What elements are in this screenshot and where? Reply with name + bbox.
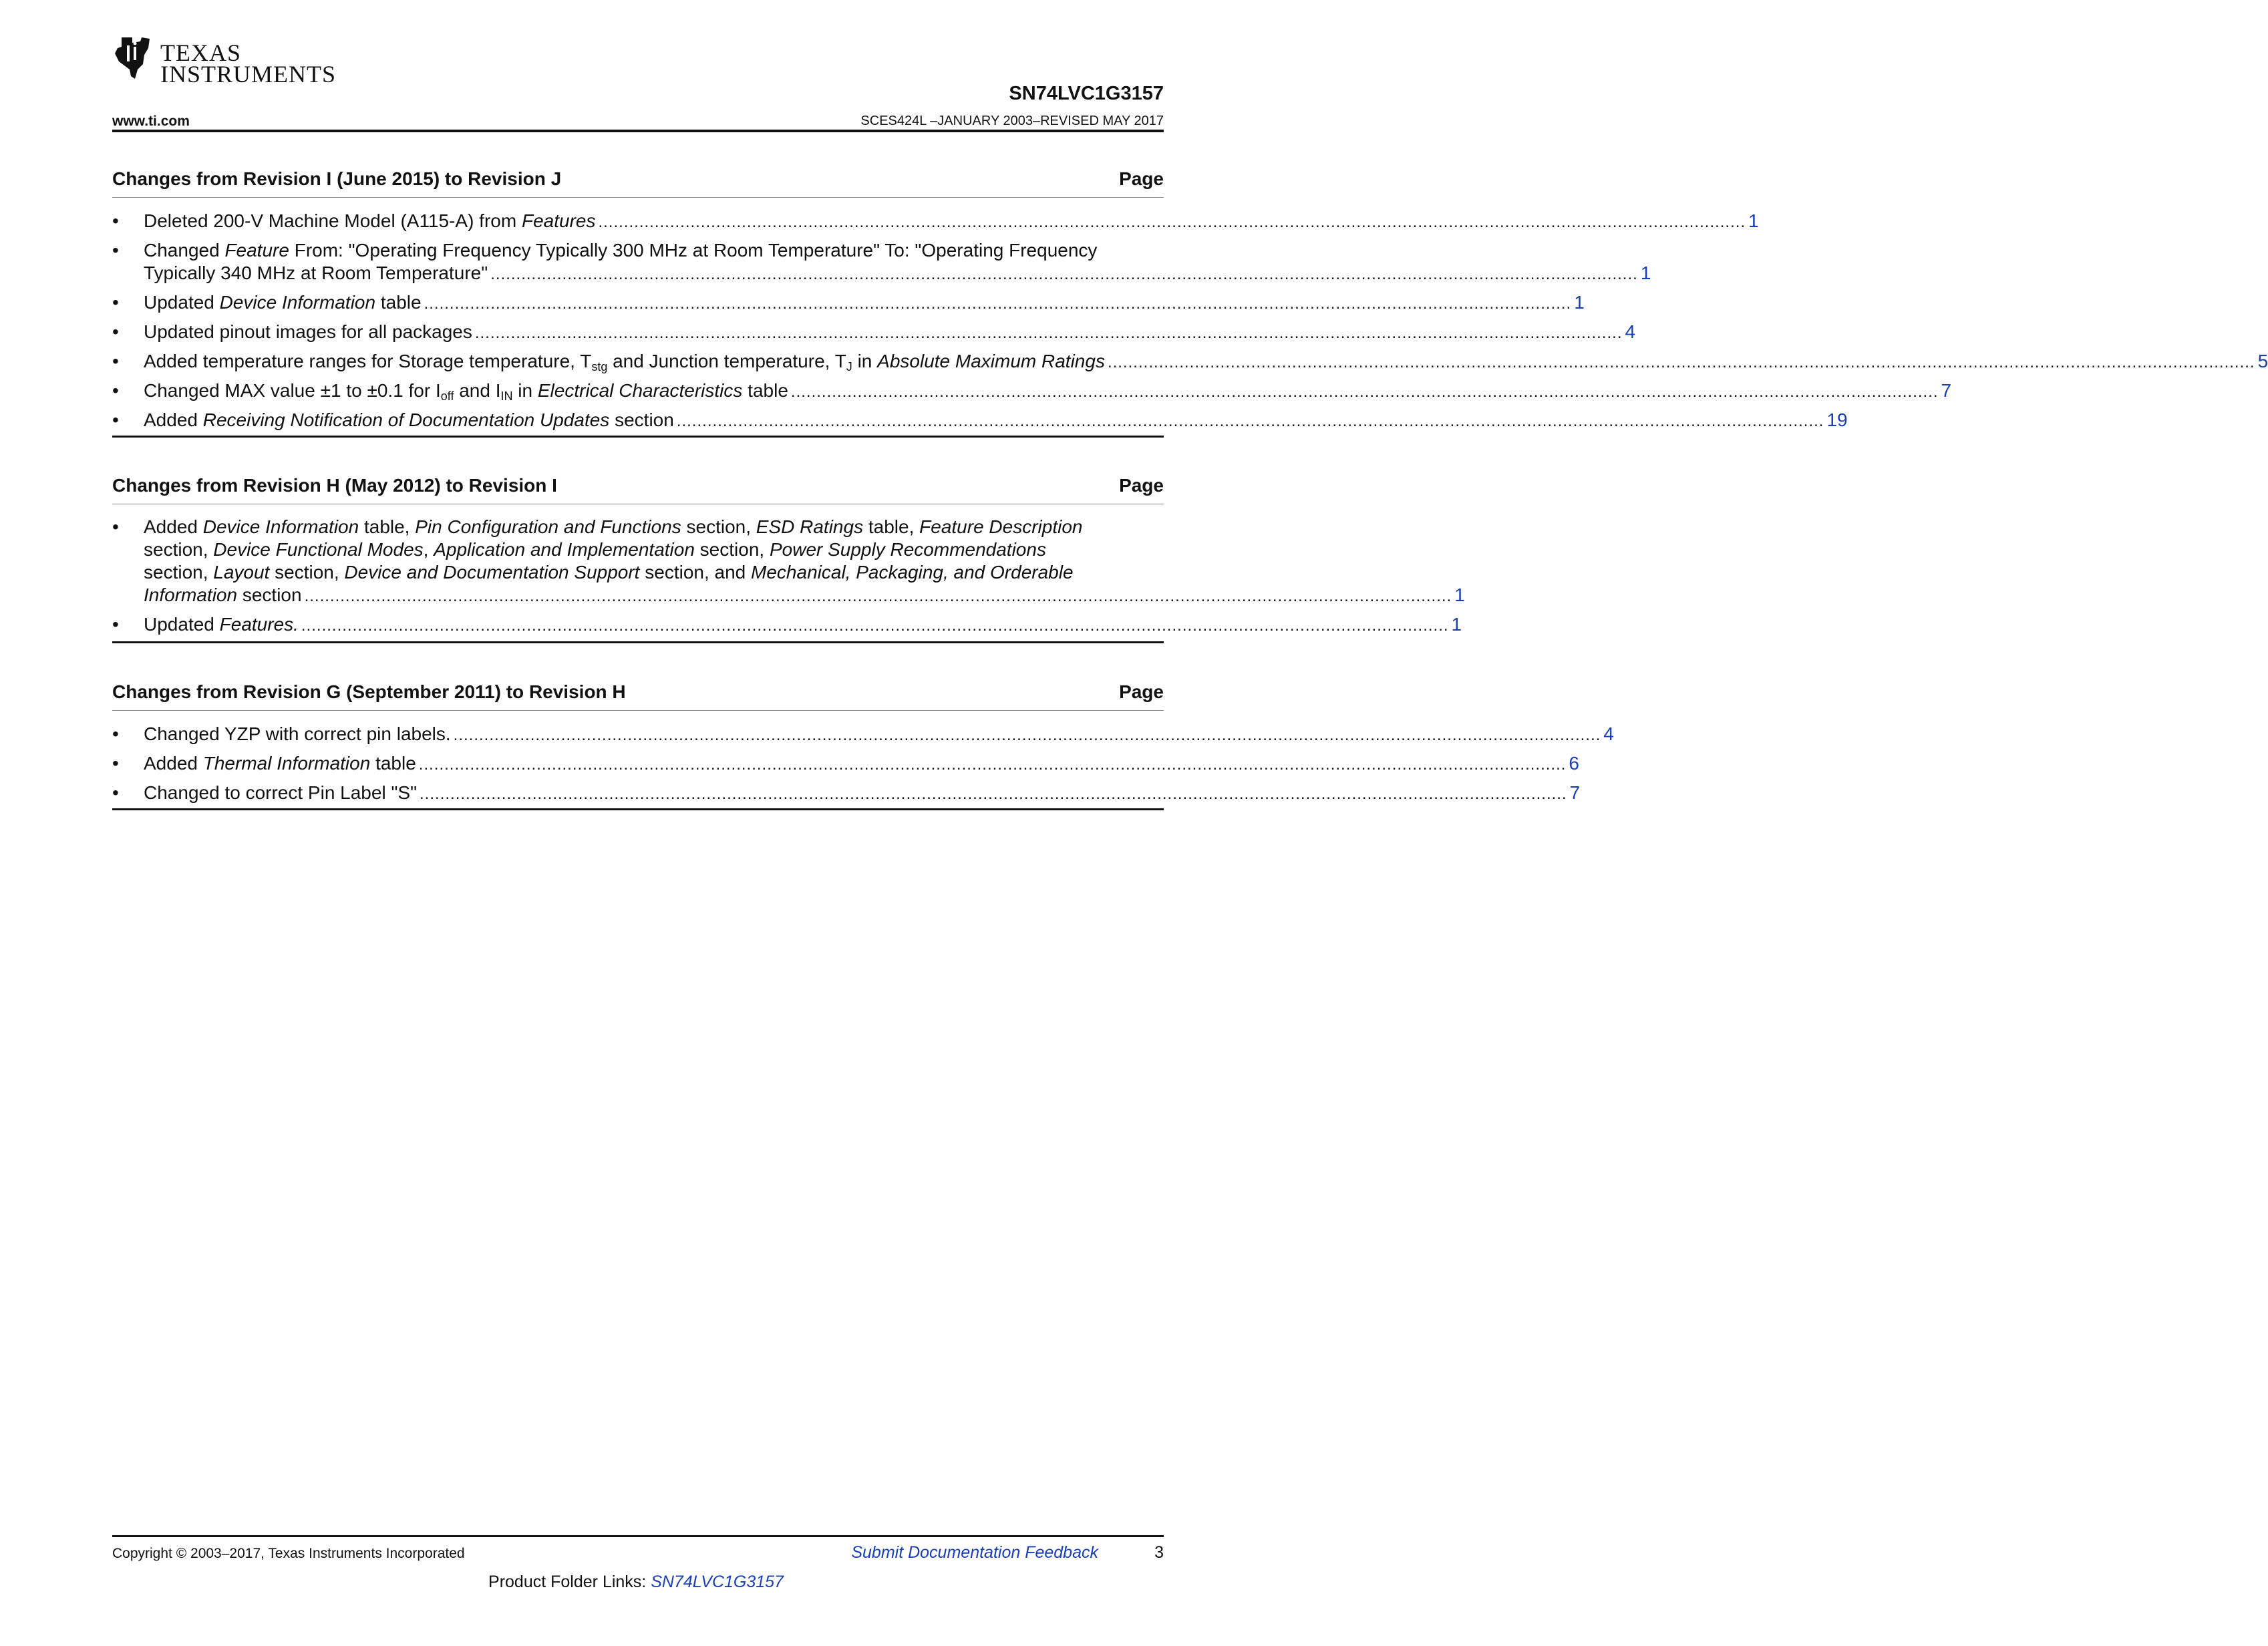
page-number: 3: [1154, 1543, 1164, 1562]
list-item: • Deleted 200-V Machine Model (A115-A) from Features ................................................................................................................................................................................................................................ 1: [112, 210, 1164, 234]
list-item: • Changed MAX value ±1 to ±0.1 for $I_{off}$ and $I_{IN}$ in Electrical Characteristics table ................................................................................................................................................................................................................................ 7: [112, 380, 1952, 403]
leader-dots: ................................................................................................................................................................................................................................: [790, 383, 1939, 401]
section-end-rule: [112, 808, 1164, 810]
list-item: • Changed to correct Pin Label "S" ................................................................................................................................................................................................................................ 7: [112, 782, 1164, 806]
page-link[interactable]: 7: [1569, 782, 1581, 803]
brand-line-2: INSTRUMENTS: [160, 61, 337, 88]
leader-dots: ................................................................................................................................................................................................................................: [301, 617, 1449, 635]
page-link[interactable]: 6: [1569, 753, 1579, 774]
bullet: •: [112, 210, 119, 231]
bullet: •: [112, 409, 119, 430]
submit-feedback-link[interactable]: Submit Documentation Feedback: [851, 1543, 1098, 1562]
leader-dots: ................................................................................................................................................................................................................................: [418, 756, 1567, 774]
leader-dots: ................................................................................................................................................................................................................................: [424, 295, 1572, 313]
section-end-rule: [112, 436, 1164, 438]
list-item: • Changed YZP with correct pin labels. ................................................................................................................................................................................................................................ 4: [112, 723, 1164, 747]
section-title: Changes from Revision G (September 2011) to Revision H: [112, 681, 626, 702]
bullet: •: [112, 380, 119, 401]
page-link[interactable]: 1: [1748, 210, 1759, 231]
page-link[interactable]: 4: [1625, 321, 1636, 342]
document-id: SCES424L –JANUARY 2003–REVISED MAY 2017: [860, 114, 1164, 128]
copyright: Copyright © 2003–2017, Texas Instruments Incorporated: [112, 1546, 465, 1561]
bullet: •: [112, 240, 119, 261]
header-rule: [112, 130, 1164, 132]
page-link[interactable]: 5: [2257, 351, 2268, 371]
bullet: •: [112, 723, 119, 744]
footer-rule: [112, 1535, 1164, 1537]
page-link[interactable]: 1: [1454, 585, 1465, 605]
product-folder-links: [0, 1573, 1272, 1592]
page-link[interactable]: 1: [1451, 614, 1462, 635]
leader-dots: ................................................................................................................................................................................................................................: [474, 324, 1623, 342]
section-title: Changes from Revision H (May 2012) to Revision I: [112, 475, 557, 496]
bullet: •: [112, 516, 119, 537]
bullet: •: [112, 292, 119, 313]
list-item: • Updated Features. ................................................................................................................................................................................................................................ 1: [112, 613, 1164, 637]
leader-dots: ................................................................................................................................................................................................................................: [304, 587, 1452, 605]
section-page-label: Page: [1119, 475, 1164, 496]
leader-dots: ................................................................................................................................................................................................................................: [490, 265, 1638, 283]
bullet: •: [112, 782, 119, 803]
section-rule: [112, 710, 1164, 711]
list-item: • Updated Device Information table ................................................................................................................................................................................................................................ 1: [112, 291, 1164, 315]
ti-logo: [112, 35, 337, 88]
leader-dots: ................................................................................................................................................................................................................................: [453, 726, 1601, 744]
section-rule: [112, 197, 1164, 198]
list-item: • Added Device Information table, Pin Configuration and Functions section, ESD Ratings table, Feature Description section, Device Functional Modes, Application and Implementation section, Power Supply Recommendations section, Layout section, Device and Documentation Support section, and Mechanical, Packaging, and Orderable Information section ................................................................................................................................................................................................................................ 1: [112, 516, 1164, 608]
product-link[interactable]: SN74LVC1G3157: [651, 1573, 784, 1591]
section-page-label: Page: [1119, 168, 1164, 189]
list-item: • Added Receiving Notification of Documentation Updates section ................................................................................................................................................................................................................................ 19: [112, 409, 1164, 433]
leader-dots: ................................................................................................................................................................................................................................: [676, 412, 1824, 430]
list-item: • Updated pinout images for all packages ................................................................................................................................................................................................................................ 4: [112, 321, 1164, 345]
product-links-label: Product Folder Links:: [488, 1573, 651, 1591]
list-item: • Added temperature ranges for Storage temperature, $T_{stg}$ and Junction temperature, $T_J$ in Absolute Maximum Ratings ................................................................................................................................................................................................................................ 5: [112, 351, 2268, 373]
page-link[interactable]: 7: [1941, 380, 1952, 401]
list-item: • Changed Feature From: "Operating Frequency Typically 300 MHz at Room Temperature" To: "Operating Frequency Typically 340 MHz at Room Temperature" ................................................................................................................................................................................................................................ 1: [112, 239, 1164, 286]
page-link[interactable]: 19: [1826, 409, 1848, 430]
bullet: •: [112, 321, 119, 342]
page-link[interactable]: 1: [1574, 292, 1585, 313]
leader-dots: ................................................................................................................................................................................................................................: [1107, 353, 2255, 371]
brand-line-1: TEXAS: [160, 39, 241, 66]
bullet: •: [112, 351, 119, 371]
part-number: SN74LVC1G3157: [1009, 83, 1164, 104]
page-link[interactable]: 4: [1603, 723, 1614, 744]
ti-logo-icon: [112, 35, 155, 81]
section-page-label: Page: [1119, 681, 1164, 702]
section-end-rule: [112, 641, 1164, 643]
bullet: •: [112, 753, 119, 774]
website-link[interactable]: www.ti.com: [112, 114, 190, 129]
leader-dots: ................................................................................................................................................................................................................................: [598, 213, 1746, 231]
list-item: • Added Thermal Information table ................................................................................................................................................................................................................................ 6: [112, 752, 1164, 776]
bullet: •: [112, 614, 119, 635]
leader-dots: ................................................................................................................................................................................................................................: [420, 785, 1567, 803]
section-title: Changes from Revision I (June 2015) to Revision J: [112, 168, 562, 189]
page-link[interactable]: 1: [1640, 263, 1651, 283]
